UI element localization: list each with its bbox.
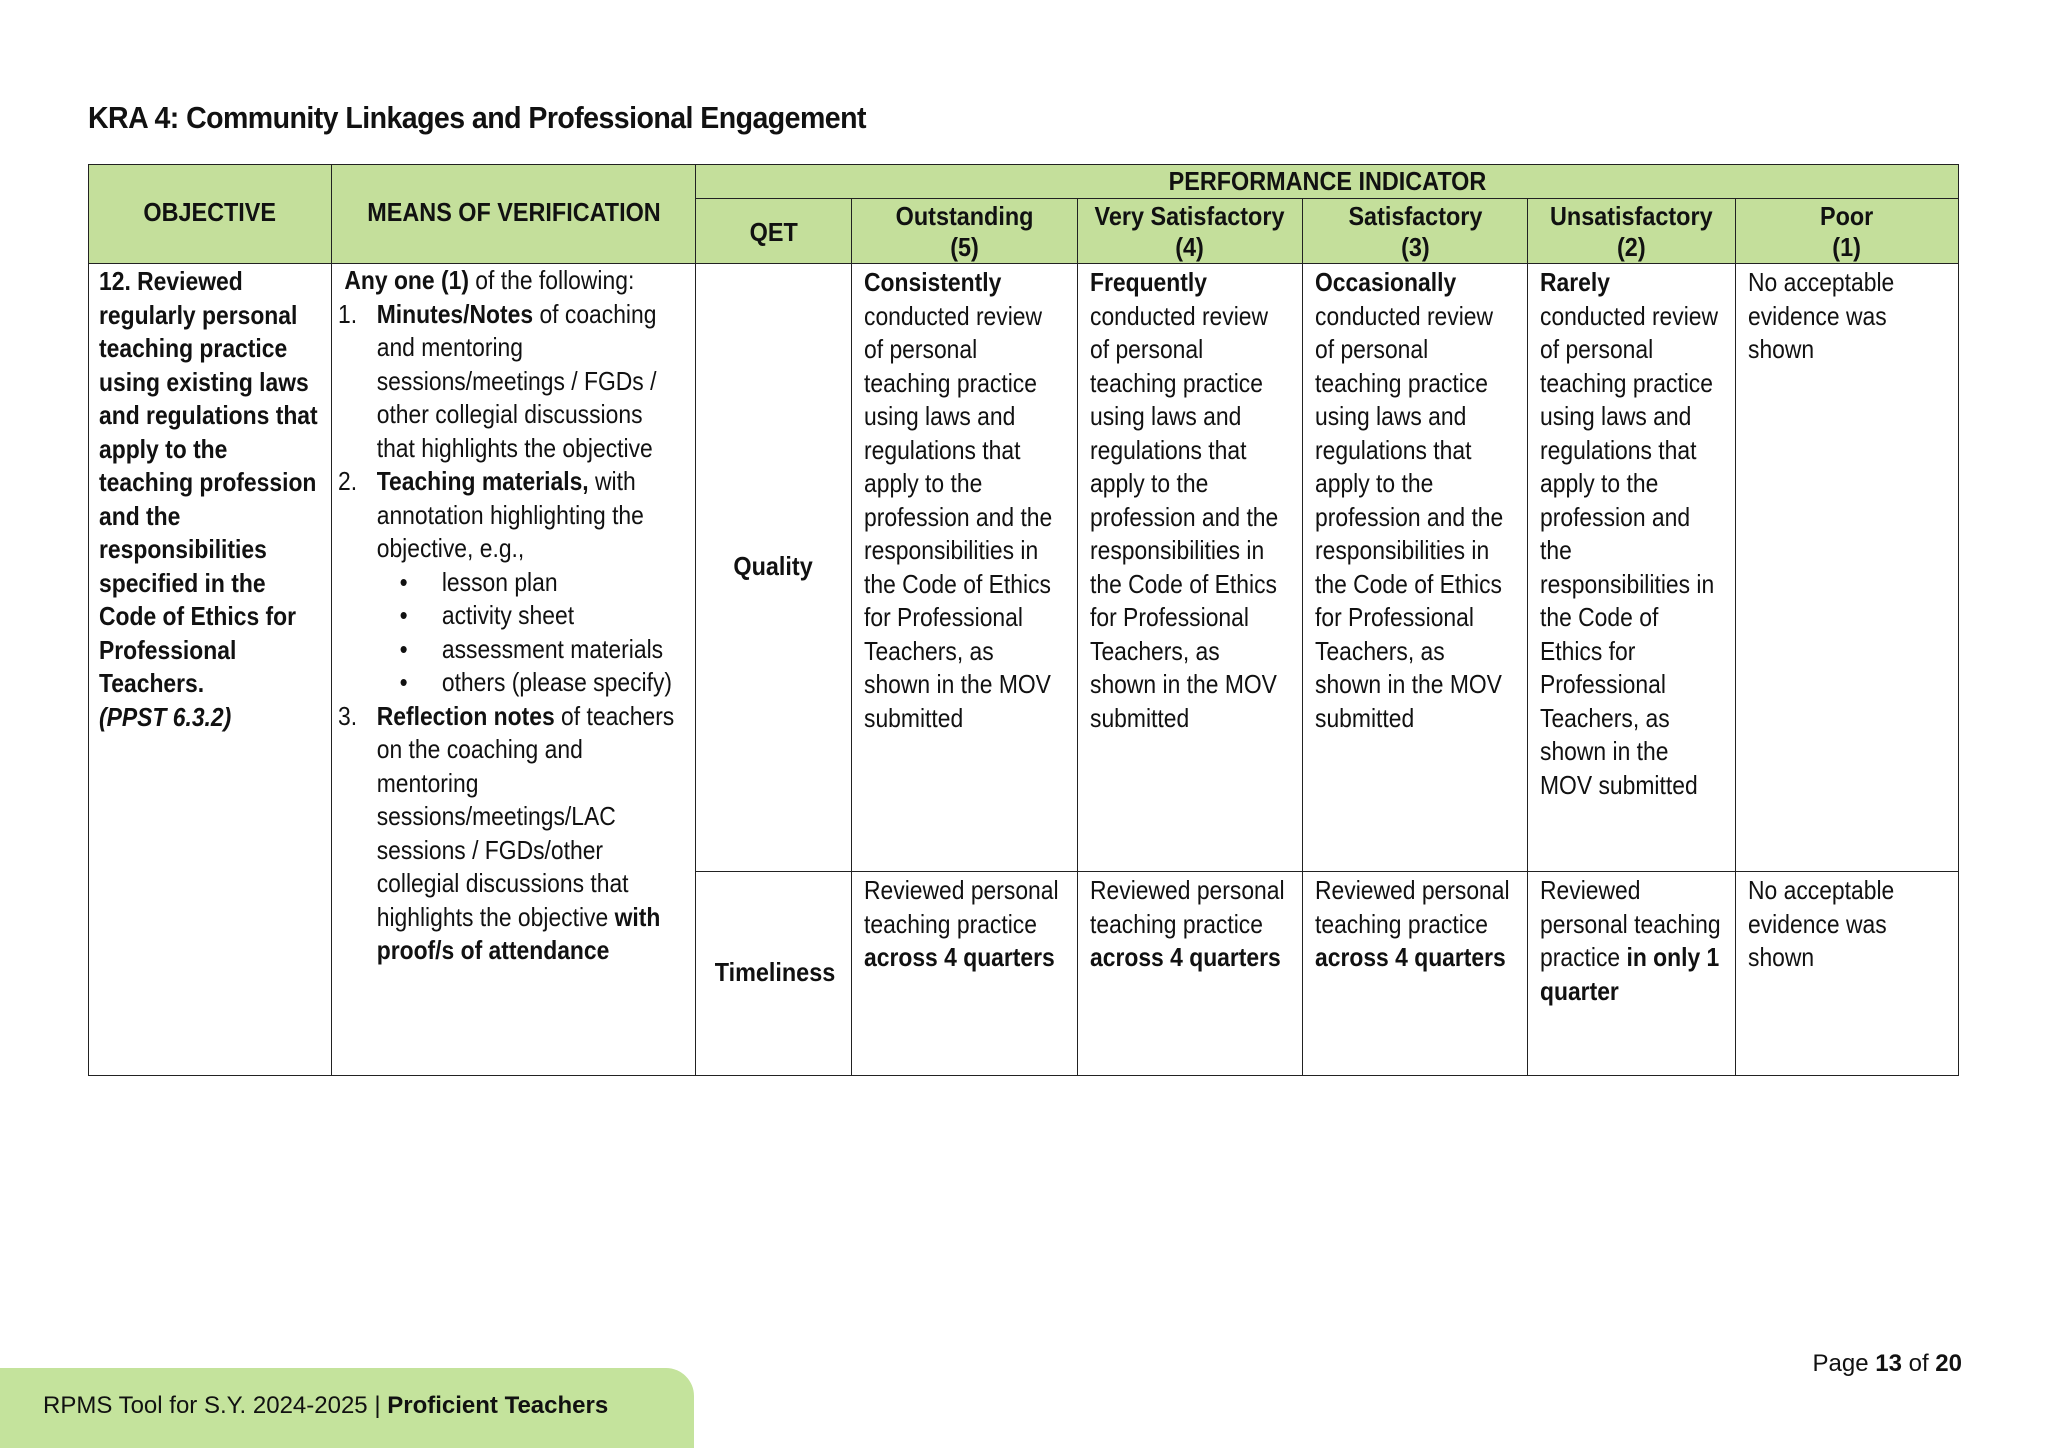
rubric-table	[88, 164, 1959, 1076]
timeliness-unsatisfactory: Reviewed personal teaching practice in only 1 quarter	[1528, 872, 1736, 1076]
level-header-satisfactory: Satisfactory (3)	[1303, 199, 1528, 264]
quality-poor: No acceptable evidence was shown	[1736, 264, 1959, 872]
list-item: • assessment materials	[399, 633, 664, 664]
objective-ref: (PPST 6.3.2)	[99, 701, 232, 732]
qet-header: QET	[696, 199, 852, 264]
level-header-poor: Poor (1)	[1736, 199, 1959, 264]
list-item: • lesson plan	[399, 566, 558, 597]
mov-item-3: 3. Reflection notes of teachers on the coaching and mentoring sessions/meetings/LAC sessions / FGDs/other collegial discussions that highlights the objective with proof/s of attendance	[338, 700, 675, 965]
mov-item-1: 1. Minutes/Notes of coaching and mentoring sessions/meetings / FGDs / other collegial discussions that highlights the objective	[338, 298, 657, 463]
performance-indicator-header: PERFORMANCE INDICATOR	[696, 165, 1959, 199]
quality-unsatisfactory: Rarely conducted review of personal teaching practice using laws and regulations that apply to the profession and the responsibilities in the Code of Ethics for Professional Teachers, as shown in the MOV submitted	[1528, 264, 1736, 872]
level-header-unsatisfactory: Unsatisfactory (2)	[1528, 199, 1736, 264]
timeliness-outstanding: Reviewed personal teaching practice across 4 quarters	[852, 872, 1078, 1076]
level-header-outstanding: Outstanding (5)	[852, 199, 1078, 264]
timeliness-very-satisfactory: Reviewed personal teaching practice across 4 quarters	[1078, 872, 1303, 1076]
quality-very-satisfactory: Frequently conducted review of personal teaching practice using laws and regulations that apply to the profession and the responsibilities in the Code of Ethics for Professional Teachers, as shown in the MOV submitted	[1078, 264, 1303, 872]
timeliness-satisfactory: Reviewed personal teaching practice across 4 quarters	[1303, 872, 1528, 1076]
list-item: • others (please specify)	[399, 667, 673, 697]
mov-bullet-list	[377, 566, 685, 700]
footer-tool-label: RPMS Tool for S.Y. 2024-2025 | Proficient Teachers	[43, 1392, 609, 1419]
quality-satisfactory: Occasionally conducted review of personal teaching practice using laws and regulations that apply to the profession and the responsibilities in the Code of Ethics for Professional Teachers, as shown in the MOV submitted	[1303, 264, 1528, 872]
means-of-verification-cell	[332, 264, 696, 1076]
list-item: • activity sheet	[399, 600, 575, 630]
mov-item-2: 2. Teaching materials, with annotation highlighting the objective, e.g., • lesson plan • activity sheet • assessment materials • others (please specify)	[338, 465, 685, 700]
objective-cell	[89, 264, 332, 1076]
qet-quality: Quality	[696, 264, 852, 872]
quality-outstanding: Consistently conducted review of personal teaching practice using laws and regulations that apply to the profession and the responsibilities in the Code of Ethics for Professional Teachers, as shown in the MOV submitted	[852, 264, 1078, 872]
objective-text: 12. Reviewed regularly personal teaching practice using existing laws and regulations that apply to the teaching profession and the responsibilities specified in the Code of Ethics for Professional Teachers.	[99, 266, 318, 698]
kra-title: KRA 4: Community Linkages and Professional Engagement	[88, 100, 866, 135]
means-of-verification-header: MEANS OF VERIFICATION	[332, 165, 696, 264]
objective-header: OBJECTIVE	[89, 165, 332, 264]
mov-intro: Any one (1) of the following:	[344, 265, 635, 295]
qet-timeliness: Timeliness	[696, 872, 852, 1076]
timeliness-poor: No acceptable evidence was shown	[1736, 872, 1959, 1076]
level-header-very-satisfactory: Very Satisfactory (4)	[1078, 199, 1303, 264]
page-number: Page 13 of 20	[1812, 1350, 1962, 1377]
